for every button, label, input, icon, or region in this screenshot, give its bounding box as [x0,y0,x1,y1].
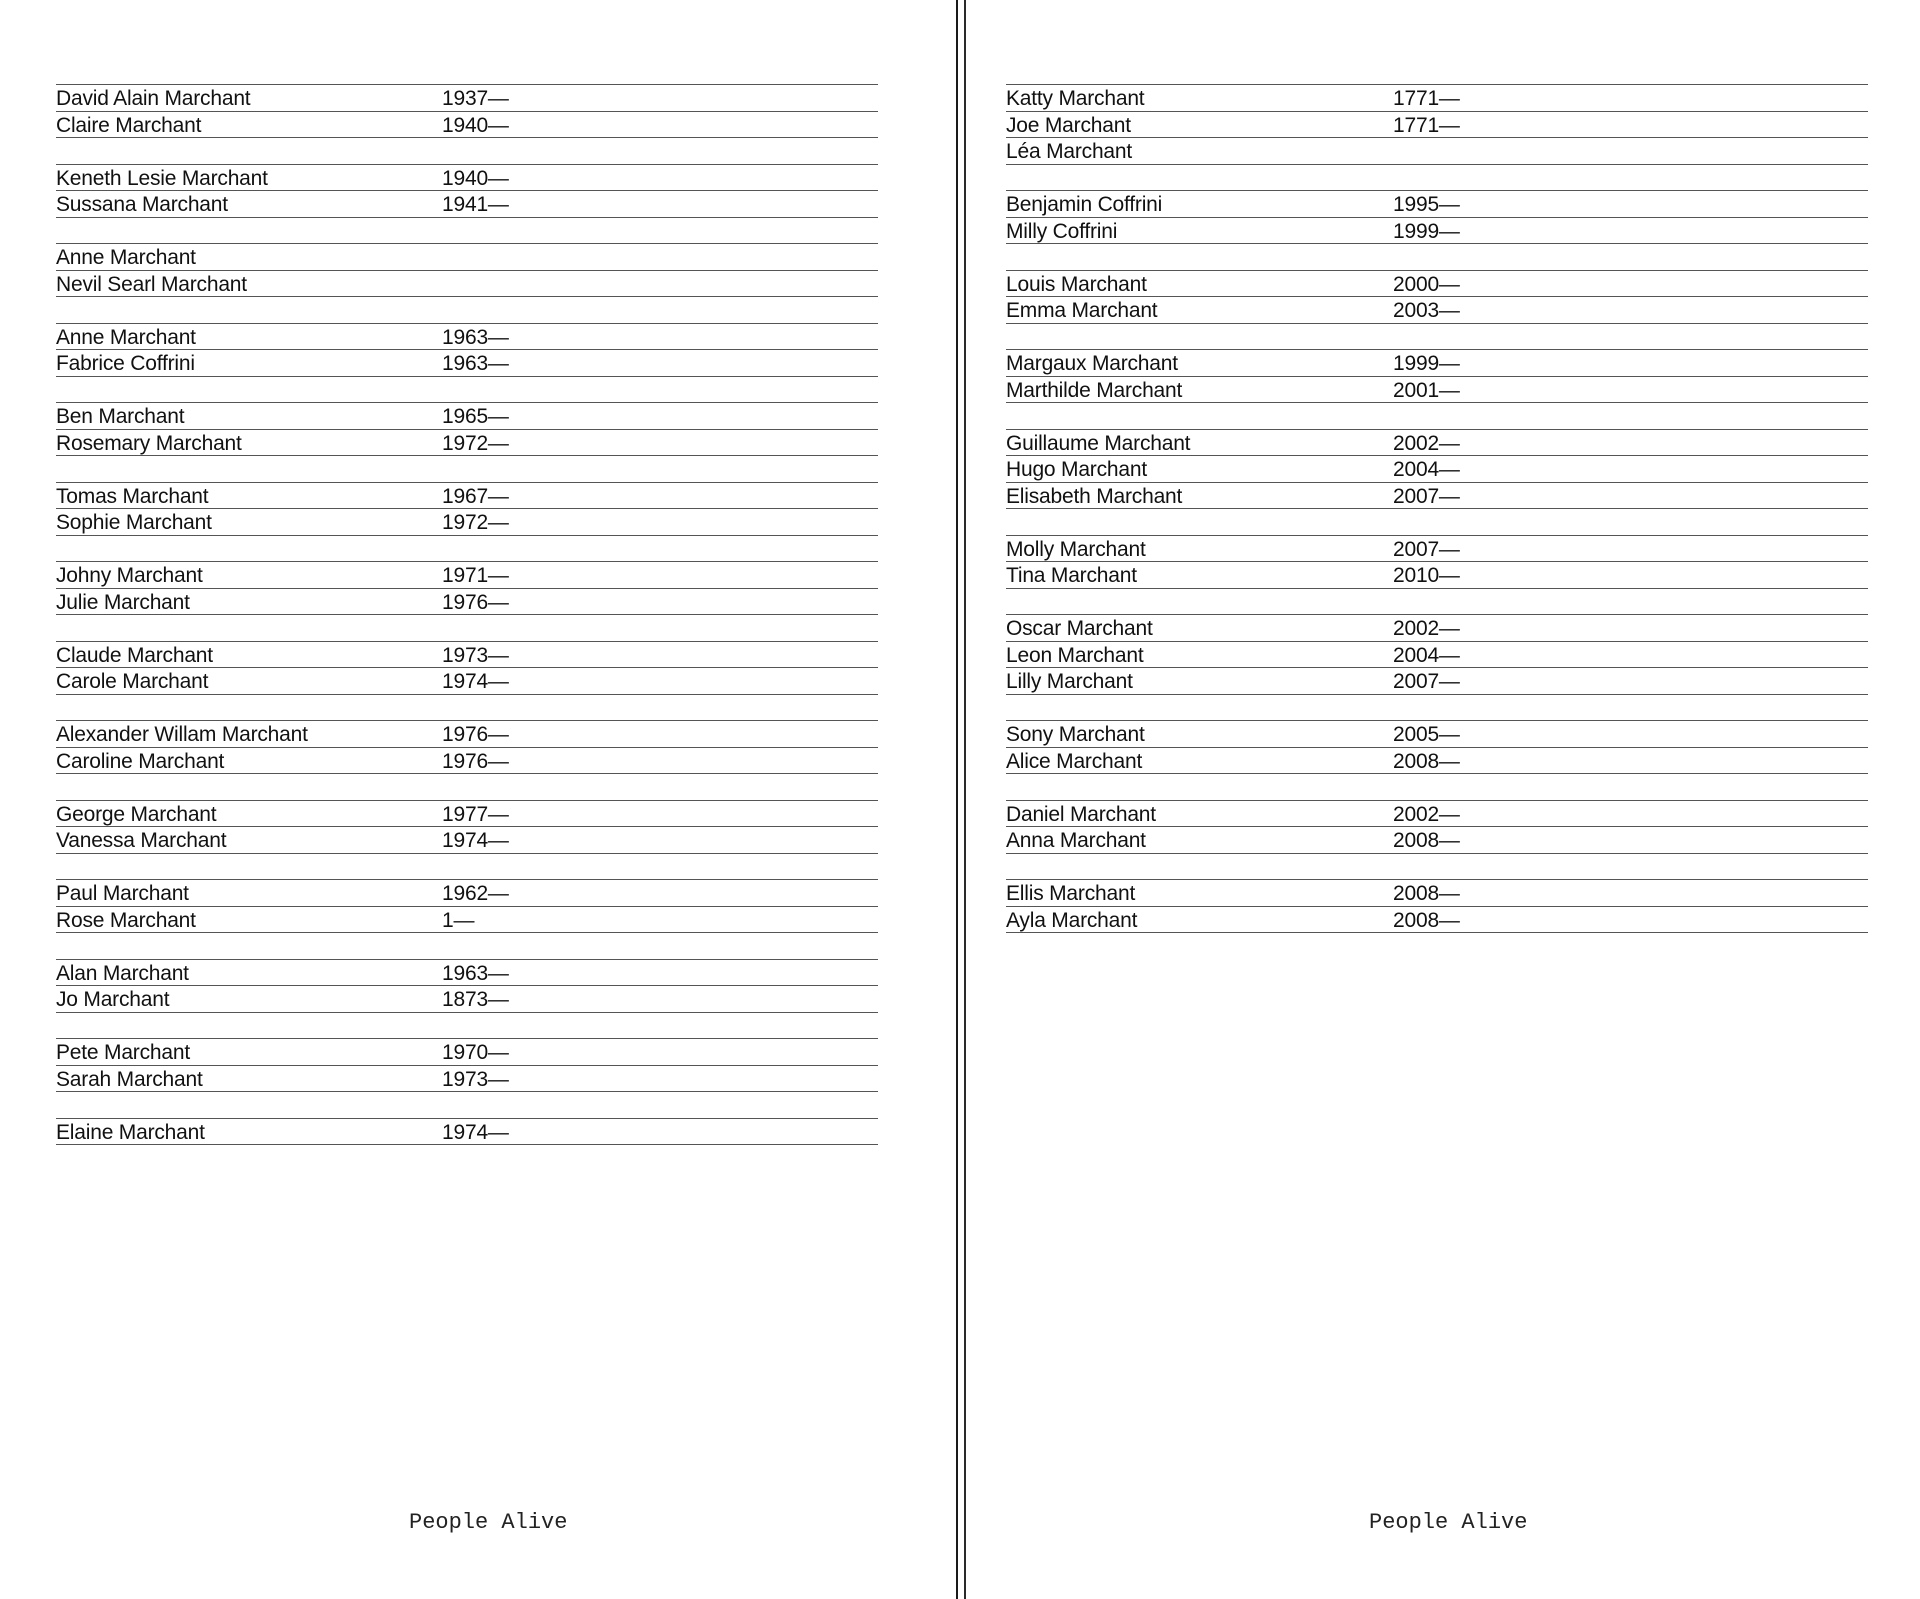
table-row-spacer [56,615,878,642]
person-name: Hugo Marchant [1006,458,1147,481]
table-row-spacer [56,138,878,165]
left-names-table [56,84,878,1145]
table-row [1006,615,1868,642]
right-names-table [1006,84,1868,933]
table-row [1006,827,1868,854]
birth-year: 1976— [442,590,509,614]
table-row [1006,297,1868,324]
person-name: Katty Marchant [1006,87,1145,110]
person-name: Fabrice Coffrini [56,352,195,375]
table-row-spacer [56,774,878,801]
table-row-spacer [1006,324,1868,351]
table-row-spacer [56,1092,878,1119]
birth-year: 1976— [442,749,509,773]
birth-year: 1940— [442,166,509,190]
birth-year: 2001— [1393,378,1460,402]
birth-year: 1962— [442,882,509,905]
person-name: Sophie Marchant [56,511,212,534]
person-name: Margaux Marchant [1006,352,1178,375]
person-name: Alan Marchant [56,961,189,985]
person-name: Ben Marchant [56,405,185,428]
birth-year: 1971— [442,564,509,587]
birth-year: 2007— [1393,670,1460,693]
table-row-spacer [1006,244,1868,271]
birth-year: 1941— [442,193,509,216]
table-row [1006,430,1868,457]
person-name: Anne Marchant [56,246,196,269]
person-name: Rose Marchant [56,908,196,932]
table-row [1006,377,1868,404]
person-name: Claire Marchant [56,113,202,137]
table-row [1006,191,1868,218]
table-row [1006,483,1868,510]
table-row [1006,801,1868,828]
person-name: Sussana Marchant [56,193,228,216]
birth-year: 2008— [1393,882,1460,905]
table-row [1006,880,1868,907]
person-name: Anne Marchant [56,325,196,349]
person-name: Leon Marchant [1006,643,1144,667]
table-row-spacer [56,1013,878,1040]
person-name: Louis Marchant [1006,272,1147,296]
left-page-footer: People Alive [409,1510,568,1535]
table-row [1006,138,1868,165]
table-row [1006,456,1868,483]
table-row [56,1066,878,1093]
table-row-spacer [56,854,878,881]
person-name: Oscar Marchant [1006,617,1153,640]
person-name: Léa Marchant [1006,140,1133,163]
table-row [56,748,878,775]
table-row [56,907,878,934]
person-name: Ayla Marchant [1006,908,1138,932]
table-row [56,562,878,589]
table-row [56,324,878,351]
birth-year: 1940— [442,113,509,137]
table-row [56,668,878,695]
person-name: Paul Marchant [56,882,189,905]
person-name: Elisabeth Marchant [1006,484,1183,508]
right-page-footer: People Alive [1369,1510,1528,1535]
person-name: Ellis Marchant [1006,882,1136,905]
table-row-spacer [56,218,878,245]
person-name: Pete Marchant [56,1041,190,1064]
table-row [56,483,878,510]
table-row [56,403,878,430]
table-row-spacer [56,456,878,483]
birth-year: 1974— [442,829,509,852]
birth-year: 1977— [442,802,509,826]
table-row [1006,112,1868,139]
birth-year: 2008— [1393,749,1460,773]
table-row [56,271,878,298]
table-row [56,1119,878,1146]
birth-year: 1974— [442,670,509,693]
person-name: Tina Marchant [1006,564,1137,587]
birth-year: 2008— [1393,908,1460,932]
person-name: Caroline Marchant [56,749,225,773]
birth-year: 2002— [1393,617,1460,640]
person-name: Lilly Marchant [1006,670,1133,693]
birth-year: 1973— [442,643,509,667]
person-name: David Alain Marchant [56,87,251,110]
table-row [56,350,878,377]
table-row-spacer [1006,509,1868,536]
table-row [56,1039,878,1066]
person-name: Daniel Marchant [1006,802,1156,826]
table-row-spacer [1006,695,1868,722]
table-row-spacer [1006,854,1868,881]
person-name: Carole Marchant [56,670,209,693]
birth-year: 1965— [442,405,509,428]
table-row [1006,271,1868,298]
table-row-spacer [56,695,878,722]
table-row [56,880,878,907]
birth-year: 1999— [1393,352,1460,375]
table-row [56,960,878,987]
table-row-spacer [56,297,878,324]
person-name: Jo Marchant [56,988,170,1011]
birth-year: 1873— [442,988,509,1011]
table-row [1006,350,1868,377]
birth-year: 1973— [442,1067,509,1091]
birth-year: 1970— [442,1041,509,1064]
table-row [56,801,878,828]
birth-year: 2000— [1393,272,1460,296]
table-row [56,85,878,112]
table-row [1006,642,1868,669]
birth-year: 1999— [1393,219,1460,243]
person-name: Rosemary Marchant [56,431,242,455]
person-name: Sony Marchant [1006,723,1145,746]
table-row [1006,907,1868,934]
person-name: Alexander Willam Marchant [56,723,308,746]
table-row-spacer [1006,165,1868,192]
person-name: Milly Coffrini [1006,219,1118,243]
birth-year: 2004— [1393,458,1460,481]
table-row [56,589,878,616]
person-name: Vanessa Marchant [56,829,227,852]
table-row [56,165,878,192]
birth-year: 1974— [442,1120,509,1144]
person-name: Emma Marchant [1006,299,1158,322]
table-row [56,642,878,669]
table-row [1006,85,1868,112]
birth-year: 2002— [1393,431,1460,455]
person-name: Benjamin Coffrini [1006,193,1163,216]
table-row [56,827,878,854]
table-row-spacer [1006,589,1868,616]
table-row [1006,721,1868,748]
table-row-spacer [56,933,878,960]
person-name: Tomas Marchant [56,484,209,508]
page-gutter-left-edge [956,0,958,1599]
table-row [56,509,878,536]
person-name: Julie Marchant [56,590,190,614]
left-page [0,0,958,1599]
person-name: Alice Marchant [1006,749,1143,773]
person-name: Guillaume Marchant [1006,431,1191,455]
person-name: Nevil Searl Marchant [56,272,247,296]
table-row [56,244,878,271]
table-row [1006,536,1868,563]
person-name: Sarah Marchant [56,1067,203,1091]
table-row-spacer [56,377,878,404]
person-name: Elaine Marchant [56,1120,205,1144]
birth-year: 1972— [442,431,509,455]
table-row [56,986,878,1013]
birth-year: 2002— [1393,802,1460,826]
table-row [56,721,878,748]
person-name: Molly Marchant [1006,537,1146,561]
birth-year: 1937— [442,87,509,110]
table-row [1006,562,1868,589]
person-name: Keneth Lesie Marchant [56,166,268,190]
birth-year: 1976— [442,723,509,746]
birth-year: 1771— [1393,113,1460,137]
birth-year: 1— [442,908,475,932]
birth-year: 1967— [442,484,509,508]
birth-year: 2010— [1393,564,1460,587]
birth-year: 1963— [442,352,509,375]
birth-year: 2005— [1393,723,1460,746]
birth-year: 1963— [442,961,509,985]
person-name: Joe Marchant [1006,113,1131,137]
table-row [1006,668,1868,695]
birth-year: 1771— [1393,87,1460,110]
person-name: Claude Marchant [56,643,213,667]
table-row [1006,218,1868,245]
birth-year: 2003— [1393,299,1460,322]
table-row [56,112,878,139]
birth-year: 1963— [442,325,509,349]
birth-year: 2007— [1393,537,1460,561]
birth-year: 1995— [1393,193,1460,216]
person-name: Anna Marchant [1006,829,1146,852]
birth-year: 1972— [442,511,509,534]
person-name: Marthilde Marchant [1006,378,1183,402]
right-page [966,0,1920,1599]
birth-year: 2008— [1393,829,1460,852]
table-row [56,430,878,457]
person-name: Johny Marchant [56,564,203,587]
table-row-spacer [1006,403,1868,430]
birth-year: 2004— [1393,643,1460,667]
birth-year: 2007— [1393,484,1460,508]
person-name: George Marchant [56,802,217,826]
table-row-spacer [1006,774,1868,801]
table-row [1006,748,1868,775]
table-row-spacer [56,536,878,563]
table-row [56,191,878,218]
